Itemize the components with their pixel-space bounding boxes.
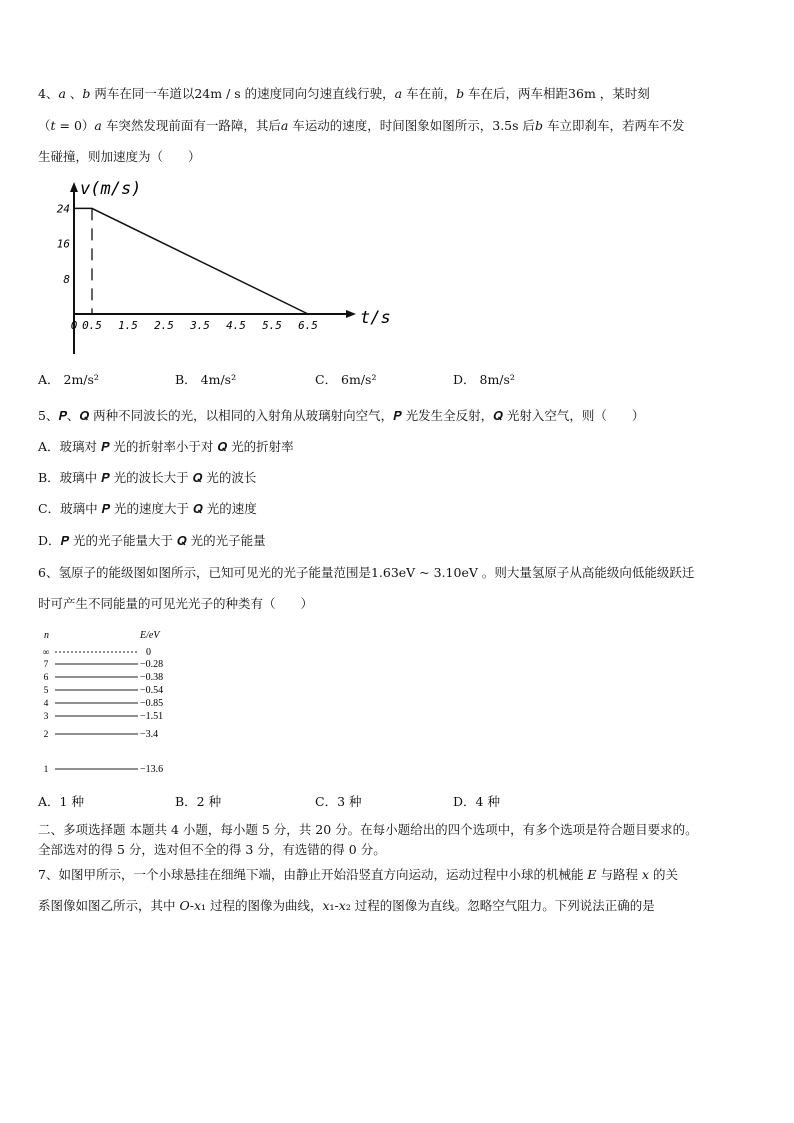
q7-stem-line-1: 7、如图甲所示，一个小球悬挂在细绳下端，由静止开始沿竖直方向运动，运动过程中小球的机械能 𝐸 与路程 𝑥 的关 [38, 867, 679, 882]
x-tick-label: 5.5 [262, 319, 282, 332]
velocity-time-chart [50, 172, 410, 362]
x-axis-arrow [346, 310, 356, 318]
section-2-note: 全部选对的得 5 分，选对但不全的得 3 分，有选错的得 0 分。 [38, 842, 386, 857]
x-tick-label: 1.5 [118, 319, 138, 332]
energy-header: E/eV [140, 630, 160, 641]
level-energy-label: −13.6 [140, 764, 164, 775]
level-n-label: ∞ [42, 648, 50, 658]
q6-option-b[interactable]: B．2 种 [175, 794, 222, 809]
y-tick-label: 24 [56, 202, 70, 216]
q6-option-d[interactable]: D．4 种 [453, 794, 500, 809]
q6-stem-line-1: 6、氢原子的能级图如图所示，已知可见光的光子能量范围是1.63eV ~ 3.10eV 。则大量氢原子从高能级向低能级跃迁 [38, 565, 695, 580]
q6-option-a[interactable]: A．1 种 [38, 794, 84, 809]
q4-option-c[interactable]: C． 6m/s² [315, 372, 377, 387]
q5-stem: 5、𝑷、𝑸 两种不同波长的光，以相同的入射角从玻璃射向空气，𝑷 光发生全反射，𝑸 光射入空气，则（ ） [38, 408, 645, 423]
y-axis-label: v(m/s) [80, 179, 142, 199]
q5-option-a[interactable]: A．玻璃对 𝑷 光的折射率小于对 𝑸 光的折射率 [38, 439, 294, 454]
x-tick-label: 2.5 [154, 319, 174, 332]
level-n-label: 1 [43, 765, 49, 775]
level-energy-label: −3.4 [140, 729, 159, 740]
level-n-label: 5 [43, 686, 49, 696]
q4-stem-line-2: （𝑡 = 0）𝑎 车突然发现前面有一路障，其后𝑎 车运动的速度，时间图象如图所示，3.5s 后𝑏 车立即刹车，若两车不发 [38, 118, 685, 133]
q5-option-c[interactable]: C．玻璃中 𝑷 光的速度大于 𝑸 光的速度 [38, 501, 257, 516]
q5-option-d[interactable]: D．𝑷 光的光子能量大于 𝑸 光的光子能量 [38, 533, 266, 548]
q4-option-a[interactable]: A． 2m/s² [38, 372, 99, 387]
q4-stem-line-1: 4、𝑎 、𝑏 两车在同一车道以24m / s 的速度同向匀速直线行驶，𝑎 车在前，𝑏 车在后，两车相距36m ，某时刻 [38, 86, 650, 101]
level-energy-label: 0 [146, 647, 151, 658]
level-n-label: 2 [43, 730, 49, 740]
energy-level-diagram [40, 624, 200, 784]
x-tick-label: 6.5 [298, 319, 318, 332]
level-energy-label: −0.38 [140, 672, 164, 683]
q6-option-c[interactable]: C．3 种 [315, 794, 362, 809]
x-tick-label: 3.5 [190, 319, 210, 332]
q4-stem-line-3: 生碰撞，则加速度为（ ） [38, 149, 201, 164]
level-n-label: 7 [43, 660, 49, 670]
level-energy-label: −1.51 [140, 711, 164, 722]
q4-option-b[interactable]: B． 4m/s² [175, 372, 237, 387]
y-tick-label: 16 [56, 237, 70, 251]
level-energy-label: −0.85 [140, 698, 164, 709]
level-energy-label: −0.28 [140, 659, 164, 670]
x-tick-label: 0 [70, 319, 78, 332]
x-axis-label: t/s [360, 308, 391, 328]
y-tick-label: 8 [63, 272, 70, 286]
q4-option-d[interactable]: D． 8m/s² [453, 372, 515, 387]
q7-stem-line-2: 系图像如图乙所示，其中 𝑂-𝑥₁ 过程的图像为曲线，𝑥₁-𝑥₂ 过程的图像为直线。忽略空气阻力。下列说法正确的是 [38, 898, 655, 913]
level-n-label: 6 [43, 673, 49, 683]
level-n-label: 3 [43, 712, 49, 722]
q6-stem-line-2: 时可产生不同能量的可见光光子的种类有（ ） [38, 596, 314, 611]
velocity-line [74, 208, 308, 314]
x-tick-label: 0.5 [82, 319, 102, 332]
x-tick-label: 4.5 [226, 319, 246, 332]
q5-option-b[interactable]: B．玻璃中 𝑷 光的波长大于 𝑸 光的波长 [38, 470, 257, 485]
n-header: n [44, 630, 49, 641]
level-energy-label: −0.54 [140, 685, 164, 696]
section-2-heading: 二、多项选择题 本题共 4 小题，每小题 5 分，共 20 分。在每小题给出的四个选项中，有多个选项是符合题目要求的。 [38, 822, 698, 837]
y-axis-arrow [70, 182, 78, 192]
level-n-label: 4 [43, 699, 49, 709]
